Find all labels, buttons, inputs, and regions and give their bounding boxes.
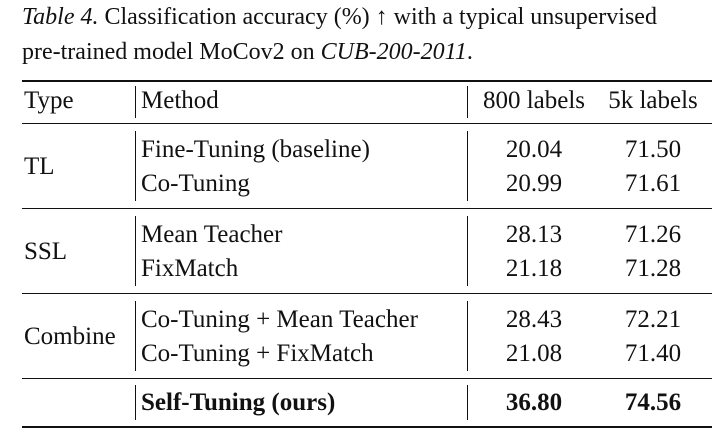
- group-type-combine: Combine: [24, 323, 116, 350]
- final-method-cell: Self-Tuning (ours): [141, 389, 336, 416]
- value-5k-cell: 71.40: [624, 340, 682, 367]
- value-5k-cell: 71.28: [624, 255, 682, 282]
- group-rule-3: [22, 378, 712, 379]
- group-rule-1: [22, 208, 712, 209]
- method-cell: Fine-Tuning (baseline): [141, 136, 370, 163]
- group-type-ssl: SSL: [24, 238, 68, 265]
- method-cell: Co-Tuning + Mean Teacher: [141, 306, 418, 333]
- header-rule: [22, 123, 712, 124]
- caption-suffix: .: [466, 39, 473, 65]
- caption-line-1: [22, 0, 712, 35]
- value-5k-cell: 71.50: [624, 136, 682, 163]
- value-800-cell: 21.18: [505, 255, 563, 282]
- header-5k-labels: 5k labels: [608, 87, 698, 114]
- method-cell: FixMatch: [141, 255, 239, 282]
- col-sep-method-values-g2: [467, 216, 468, 286]
- value-5k-cell: 71.26: [624, 221, 682, 248]
- group-type-tl: TL: [24, 153, 55, 180]
- value-800-cell: 28.43: [505, 306, 563, 333]
- method-cell: Co-Tuning + FixMatch: [141, 340, 374, 367]
- col-sep-type-method-g1: [135, 131, 136, 201]
- col-sep-type-method-g2: [135, 216, 136, 286]
- col-sep-method-values-g3: [467, 301, 468, 371]
- value-800-cell: 28.13: [505, 221, 563, 248]
- bottom-rule: [22, 426, 712, 428]
- col-sep-type-method-g3: [135, 301, 136, 371]
- value-5k-cell: 71.61: [624, 170, 682, 197]
- caption-text: Classification accuracy (%) ↑ with a typical unsupervised: [98, 4, 657, 30]
- caption-prefix: pre-trained model MoCov2 on: [22, 39, 321, 65]
- caption-line-2: [22, 35, 712, 70]
- value-5k-cell: 72.21: [624, 306, 682, 333]
- col-sep-type-method-header: [135, 86, 136, 118]
- group-rule-2: [22, 293, 712, 294]
- method-cell: Co-Tuning: [141, 170, 250, 197]
- col-sep-type-method-final: [135, 385, 136, 420]
- col-sep-method-values-g1: [467, 131, 468, 201]
- header-method: Method: [141, 87, 219, 114]
- header-800-labels: 800 labels: [482, 87, 586, 114]
- col-sep-method-values-header: [467, 86, 468, 118]
- caption-label: Table 4.: [22, 4, 99, 30]
- col-sep-method-values-final: [467, 385, 468, 420]
- final-value-5k-cell: 74.56: [624, 389, 682, 416]
- caption-dataset: CUB-200-2011: [320, 39, 467, 65]
- value-800-cell: 21.08: [505, 340, 563, 367]
- table-caption: [22, 0, 712, 70]
- value-800-cell: 20.04: [505, 136, 563, 163]
- method-cell: Mean Teacher: [141, 221, 283, 248]
- top-rule: [22, 80, 712, 82]
- final-value-800-cell: 36.80: [505, 389, 563, 416]
- value-800-cell: 20.99: [505, 170, 563, 197]
- header-type: Type: [24, 87, 74, 114]
